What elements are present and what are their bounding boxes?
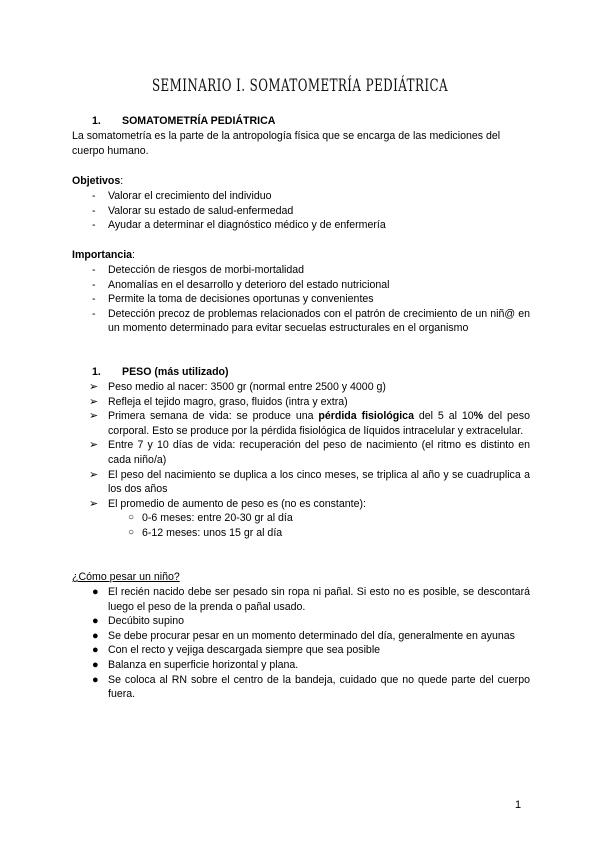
peso-list: [72, 380, 530, 541]
list-item-text: Se coloca al RN sobre el centro de la bandeja, cuidado que no quede parte del cuerpo fuera.: [108, 673, 530, 701]
list-item: ● Con el recto y vejiga descargada siempre que sea posible: [92, 644, 381, 657]
list-item-text: El peso del nacimiento se duplica a los cinco meses, se triplica al año y se cuadruplica a los dos años: [108, 468, 530, 496]
list-item: - Ayudar a determinar el diagnóstico médico y de enfermería: [92, 219, 386, 232]
list-item: ● Balanza en superficie horizontal y plana.: [92, 658, 299, 671]
list-item-text: Entre 7 y 10 días de vida: recuperación del peso de nacimiento (el ritmo es distinto en cada niño/a): [108, 439, 530, 466]
list-item-text: Decúbito supino: [108, 615, 184, 628]
list-item-text: Primera semana de vida: se produce una: [108, 410, 319, 423]
list-item-text: Detección precoz de problemas relacionados con el patrón de crecimiento de un niñ@ en un momento determinado para evitar secuelas estructurales en el organismo: [108, 307, 530, 335]
list-item-text: Peso medio al nacer: 3500 gr (normal entre 2500 y 4000 g): [108, 381, 386, 393]
list-item-text: Valorar el crecimiento del individuo: [108, 190, 272, 202]
list-item-text: Balanza en superficie horizontal y plana.: [108, 658, 299, 671]
bold-percent: %: [473, 410, 484, 423]
sub-list-item: ○ 6-12 meses: unos 15 gr al día: [128, 526, 283, 539]
list-item: - Detección de riesgos de morbi-mortalidad: [92, 264, 305, 276]
list-item-text: Permite la toma de decisiones oportunas y convenientes: [108, 293, 374, 306]
list-item-text: 6-12 meses: unos 15 gr al día: [142, 526, 283, 539]
list-item-text: Detección de riesgos de morbi-mortalidad: [108, 264, 305, 276]
list-item-text: El recién nacido debe ser pesado sin ropa ni pañal. Si esto no es posible, se descontará luego el peso de la prenda o pañal usado.: [108, 586, 530, 613]
list-item-text: Refleja el tejido magro, graso, fluidos (intra y extra): [108, 395, 348, 408]
list-item-text: Se debe procurar pesar en un momento determinado del día, generalmente en ayunas: [108, 629, 515, 642]
page-title: SEMINARIO I. SOMATOMETRÍA PEDIÁTRICA: [151, 76, 449, 95]
intro-paragraph: La somatometría es la parte de la antropología física que se encarga de las mediciones del cuerpo humano.: [72, 130, 501, 157]
list-item: - Anomalías en el desarrollo y deterioro del estado nutricional: [92, 278, 390, 291]
list-item: ➢ Peso medio al nacer: 3500 gr (normal entre 2500 y 4000 g): [89, 381, 386, 393]
list-item-text: El promedio de aumento de peso es (no es constante):: [108, 497, 366, 510]
bold-term: pérdida fisiológica: [318, 410, 414, 423]
list-item-text: Anomalías en el desarrollo y deterioro del estado nutricional: [108, 278, 390, 291]
sub-list-item: ○ 0-6 meses: entre 20-30 gr al día: [128, 512, 293, 525]
list-item: ➢ El promedio de aumento de peso es (no es constante):: [89, 497, 366, 510]
objetivos-label: [72, 174, 530, 189]
peso-heading: [72, 365, 530, 380]
peso-heading-text: PESO (más utilizado): [122, 366, 229, 378]
peso-number: 1.: [92, 366, 101, 378]
list-item: - Valorar su estado de salud-enfermedad: [92, 204, 294, 217]
importancia-label-text: Importancia: [72, 249, 133, 261]
como-pesar-list: [72, 585, 530, 702]
list-item: - Detección precoz de problemas relacionados con el patrón de crecimiento de un niñ@ en un momento determinado para evitar secuelas estructurales en el organismo: [92, 307, 530, 335]
section-number: 1.: [92, 115, 101, 127]
list-item: - Valorar el crecimiento del individuo: [92, 190, 272, 202]
objetivos-list: [72, 189, 530, 233]
list-item-text: Con el recto y vejiga descargada siempre que sea posible: [108, 644, 381, 657]
list-item: ➢ Primera semana de vida: se produce una pérdida fisiológica del 5 al 10% del peso corporal. Esto se produce por la pérdida fisiológica de líquidos intracelular y extracelular.: [89, 410, 530, 437]
list-item: ● El recién nacido debe ser pesado sin ropa ni pañal. Si esto no es posible, se descontará luego el peso de la prenda o pañal usado.: [92, 586, 530, 613]
section-heading-text: SOMATOMETRÍA PEDIÁTRICA: [122, 115, 276, 127]
list-item-text: Valorar su estado de salud-enfermedad: [108, 204, 294, 217]
list-item: ● Se coloca al RN sobre el centro de la bandeja, cuidado que no quede parte del cuerpo fuera.: [92, 673, 530, 701]
objetivos-colon: :: [120, 175, 124, 187]
list-item-text: del 5 al 10: [413, 410, 474, 423]
importancia-colon: :: [132, 249, 135, 261]
objetivos-label-text: Objetivos: [72, 175, 121, 187]
como-pesar-heading: ¿Cómo pesar un niño?: [72, 571, 180, 583]
section-heading: [72, 114, 530, 129]
importancia-label: [72, 248, 530, 263]
list-item: ● Decúbito supino: [92, 615, 184, 628]
list-item-text: del peso corporal. Esto se produce por la pérdida fisiológica de líquidos intracelular y extracelular.: [108, 410, 530, 437]
list-item: - Permite la toma de decisiones oportunas y convenientes: [92, 293, 374, 306]
list-item-text: Ayudar a determinar el diagnóstico médico y de enfermería: [108, 219, 386, 232]
list-item: ➢ Refleja el tejido magro, graso, fluidos (intra y extra): [89, 395, 348, 408]
list-item-text: 0-6 meses: entre 20-30 gr al día: [142, 512, 293, 525]
list-item: ● Se debe procurar pesar en un momento determinado del día, generalmente en ayunas: [92, 629, 515, 642]
importancia-list: [72, 263, 530, 336]
list-item: ➢ Entre 7 y 10 días de vida: recuperación del peso de nacimiento (el ritmo es distinto en cada niño/a): [89, 439, 530, 466]
list-item: ➢ El peso del nacimiento se duplica a los cinco meses, se triplica al año y se cuadruplica a los dos años: [89, 468, 530, 496]
page-number: 1: [515, 799, 522, 811]
